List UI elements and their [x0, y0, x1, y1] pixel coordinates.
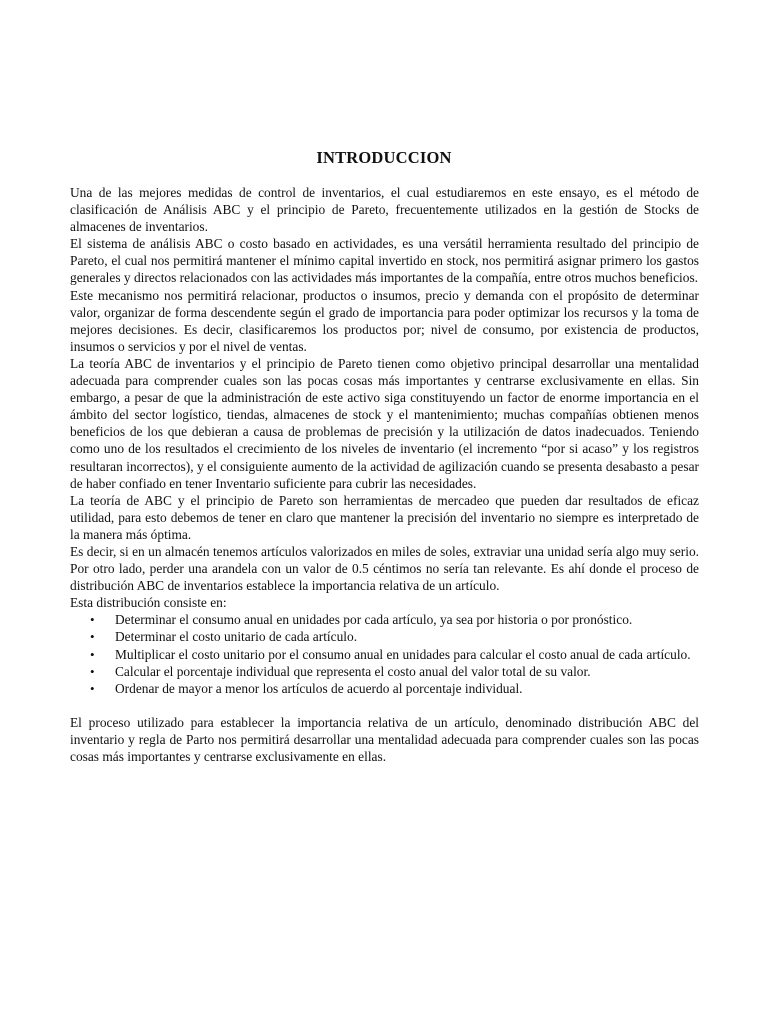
paragraph-mechanism: Este mecanismo nos permitirá relacionar, productos o insumos, precio y demanda con el propósito de determinar valor, organizar de forma descendente según el grado de importancia para poder optimizar los recursos y la toma de mejores decisiones. Es decir, clasificaremos los productos por; nivel de consumo, por existencia de productos, insumos o servicios y por el nivel de ventas. [70, 287, 699, 354]
bullet-icon: • [90, 629, 95, 645]
paragraph-abc-theory: La teoría ABC de inventarios y el principio de Pareto tienen como objetivo principal desarrollar una mentalidad adecuada para comprender cuales son las pocas cosas más importantes y centrarse exclusivamente en ellas. Sin embargo, a pesar de que la administración de este activo siga constituyendo un factor de enorme importancia en el ámbito del sector logístico, tiendas, almacenes de stock y el mantenimiento; muchas compañías obtienen menos beneficios de los que debieran a causa de problemas de precisión y la utilización de datos inadecuados. Teniendo como uno de los resultados el crecimiento de los niveles de inventario (el incremento “por si acaso” y los registros resultaran incorrectos), y el consiguiente aumento de la actividad de agilización cuando se presenta desabasto a pesar de haber confiado en tener Inventario suficiente para cubrir las necesidades. [70, 355, 699, 491]
list-item [70, 628, 699, 645]
paragraph-list-intro: Esta distribución consiste en: [70, 595, 227, 611]
list-item [70, 646, 699, 663]
list-item [70, 611, 699, 628]
document-body [70, 184, 699, 765]
paragraph-spacer [70, 697, 699, 714]
paragraph-closing: El proceso utilizado para establecer la importancia relativa de un artículo, denominado distribución ABC del inventario y regla de Parto nos permitirá desarrollar una mentalidad adecuada para comprender cuales son las pocas cosas más importantes y centrarse exclusivamente en ellas. [70, 714, 699, 764]
list-item-text: Determinar el costo unitario de cada artículo. [115, 629, 358, 645]
list-item-text: Multiplicar el costo unitario por el consumo anual en unidades para calcular el costo anual de cada artículo. [115, 646, 691, 662]
paragraph-example: Es decir, si en un almacén tenemos artículos valorizados en miles de soles, extraviar una unidad sería algo muy serio. Por otro lado, perder una arandela con un valor de 0.5 céntimos no sería tan relevante. Es ahí donde el proceso de distribución ABC de inventarios establece la importancia relativa de un artículo. [70, 543, 699, 594]
paragraph-marketing-tools: La teoría de ABC y el principio de Pareto son herramientas de mercadeo que pueden dar resultados de eficaz utilidad, para esto debemos de tener en claro que mantener la precisión del inventario no siempre es interpretado de la manera más óptima. [70, 492, 699, 542]
bullet-icon: • [90, 646, 95, 662]
list-item-text: Determinar el consumo anual en unidades por cada artículo, ya sea por historia o por pronóstico. [115, 612, 633, 628]
bullet-icon: • [90, 663, 95, 679]
bullet-icon: • [90, 612, 95, 628]
bullet-icon: • [90, 680, 95, 696]
paragraph-abc-system: El sistema de análisis ABC o costo basado en actividades, es una versátil herramienta resultado del principio de Pareto, el cual nos permitirá mantener el mínimo capital invertido en stock, nos permitirá asignar primero los gastos generales y directos relacionados con las actividades más importantes de la compañía, entre otros muchos beneficios. [70, 236, 699, 286]
list-item [70, 680, 699, 697]
page-title: INTRODUCCION [316, 148, 452, 167]
list-item-text: Ordenar de mayor a menor los artículos de acuerdo al porcentaje individual. [115, 680, 523, 696]
list-item [70, 663, 699, 680]
list-item-text: Calcular el porcentaje individual que representa el costo anual del valor total de su valor. [115, 663, 591, 679]
distribution-steps-list [70, 611, 699, 696]
paragraph-intro: Una de las mejores medidas de control de inventarios, el cual estudiaremos en este ensayo, es el método de clasificación de Análisis ABC y el principio de Pareto, frecuentemente utilizados en la gestión de Stocks de almacenes de inventarios. [70, 185, 699, 235]
